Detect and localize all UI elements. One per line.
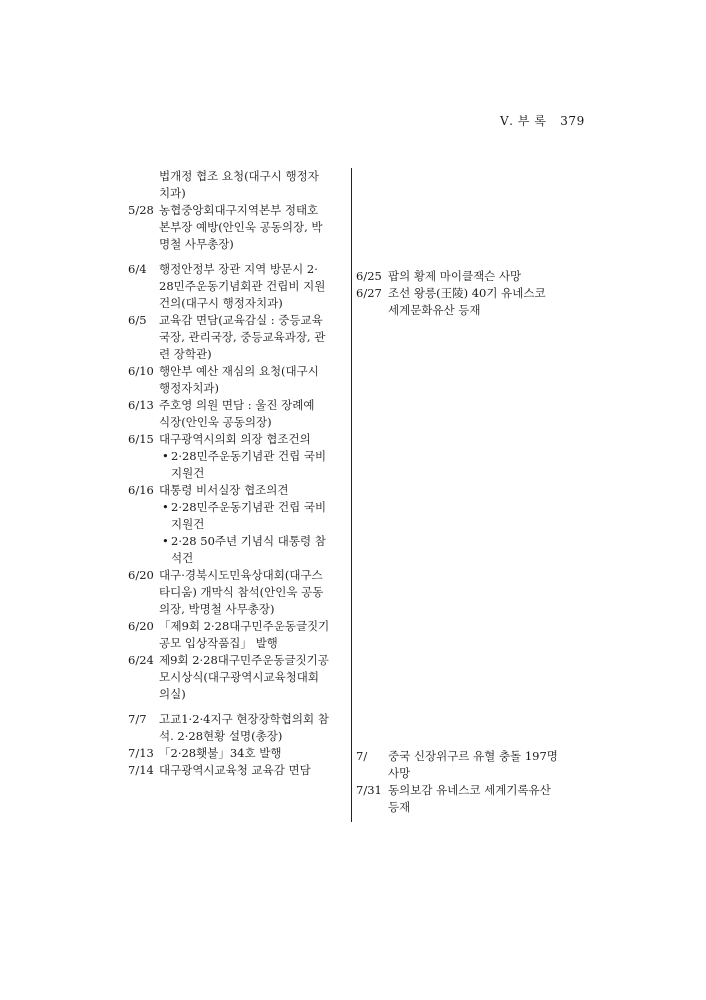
bullet-dot: • [162, 449, 169, 463]
timeline-entry [128, 397, 350, 431]
timeline-entry [128, 312, 350, 363]
entry-text: 조선 왕릉(王陵) 40기 유네스코 세계문화유산 등재 [388, 286, 546, 317]
entry-text: 대구·경북시도민육상대회(대구스 타디움) 개막식 참석(안인욱 공동 의장, 박명철 사무총장) [159, 568, 324, 616]
entry-date: 6/5 [128, 313, 147, 327]
entry-date: 6/25 [356, 269, 382, 283]
entry-text: 제9회 2·28대구민주운동글짓기공 모시상식(대구광역시교육청대회 의실) [159, 653, 329, 701]
timeline-entry [128, 618, 350, 652]
world-event-entry [356, 285, 581, 319]
entry-text: 대구광역시의회 의장 협조건의 [159, 432, 311, 446]
column-divider [351, 168, 352, 822]
bullet-dot: • [162, 500, 169, 514]
world-events-column-july [356, 748, 581, 816]
entry-text: 주호영 의원 면담 : 울진 장례예 식장(안인욱 공동의장) [159, 398, 315, 429]
timeline-entry [128, 261, 350, 312]
section-title: Ⅴ. 부 록 [500, 114, 547, 128]
page-number: 379 [560, 114, 585, 128]
bullet-item: • 2·28 50주년 기념식 대통령 참 석건 [162, 534, 326, 565]
entry-text: 「2·28횃불」34호 발행 [159, 746, 282, 760]
timeline-entry [128, 431, 350, 448]
timeline-entry [128, 567, 350, 618]
entry-text: 행정안정부 장관 지역 방문시 2· 28민주운동기념회관 건립비 지원 건의(대구시 행정자치과) [159, 262, 326, 310]
continued-entry: 법개정 협조 요청(대구시 행정자 치과) [159, 169, 319, 200]
timeline-entry [128, 745, 350, 762]
world-event-entry [356, 782, 581, 816]
timeline-entry [128, 202, 350, 253]
entry-text: 농협중앙회대구지역본부 정태호 본부장 예방(안인욱 공동의장, 박 명철 사무총장) [159, 203, 323, 251]
entry-date: 6/16 [128, 483, 154, 497]
entry-date: 6/15 [128, 432, 154, 446]
entry-date: 7/7 [128, 712, 147, 726]
entry-text: 대통령 비서실장 협조의견 [159, 483, 289, 497]
world-event-entry [356, 748, 581, 782]
entry-date: 6/4 [128, 262, 147, 276]
page-header [500, 112, 585, 129]
entry-date: 6/10 [128, 364, 154, 378]
entry-text: 동의보감 유네스코 세계기록유산 등재 [388, 783, 551, 814]
bullet-dot: • [162, 534, 169, 548]
entry-text: 팝의 황제 마이클잭슨 사망 [388, 269, 522, 283]
entry-date: 7/ [356, 749, 368, 763]
entry-date: 6/20 [128, 568, 154, 582]
entry-date: 5/28 [128, 203, 154, 217]
timeline-entry [128, 711, 350, 745]
entry-text: 「제9회 2·28대구민주운동글짓기 공모 입상작품집」 발행 [159, 619, 330, 650]
timeline-entry [128, 482, 350, 499]
timeline-entry [128, 762, 350, 779]
entry-date: 6/24 [128, 653, 154, 667]
entry-text: 행안부 예산 재심의 요청(대구시 행정자치과) [159, 364, 319, 395]
bullet-item: • 2·28민주운동기념관 건립 국비 지원건 [162, 500, 327, 531]
entry-text: 교육감 면담(교육감실 : 중등교육 국장, 관리국장, 중등교육과장, 관 련 장학관) [159, 313, 326, 361]
entry-date: 6/27 [356, 286, 382, 300]
entry-date: 6/13 [128, 398, 154, 412]
entry-date: 7/13 [128, 746, 154, 760]
timeline-entry [128, 363, 350, 397]
world-event-entry [356, 268, 581, 285]
entry-text: 중국 신장위구르 유혈 충돌 197명 사망 [388, 749, 558, 780]
korea-events-column [128, 168, 350, 779]
entry-date: 7/14 [128, 763, 154, 777]
entry-text: 대구광역시교육청 교육감 면담 [159, 763, 311, 777]
world-events-column [356, 268, 581, 319]
entry-date: 6/20 [128, 619, 154, 633]
entry-date: 7/31 [356, 783, 382, 797]
entry-text: 고교1·2·4지구 현장장학협의회 참 석. 2·28현황 설명(총장) [159, 712, 329, 743]
timeline-entry [128, 652, 350, 703]
bullet-item: • 2·28민주운동기념관 건립 국비 지원건 [162, 449, 327, 480]
